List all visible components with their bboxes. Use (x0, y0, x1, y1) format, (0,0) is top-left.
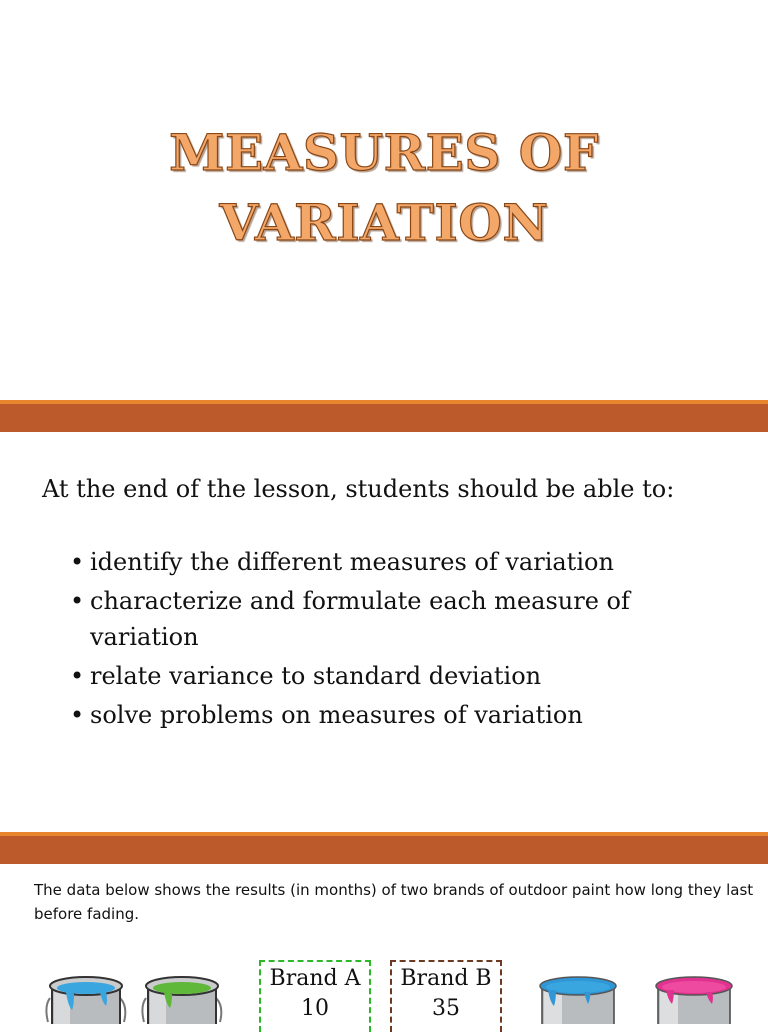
objectives-slide (0, 432, 768, 832)
brand-a-label: Brand A (269, 966, 361, 991)
objectives-intro: At the end of the lesson, students should be able to: (42, 475, 675, 503)
brand-a-column (259, 960, 371, 1032)
slide-divider (0, 832, 768, 864)
objective-item: • relate variance to standard deviation (70, 658, 670, 694)
brand-a-value: 10 (301, 996, 329, 1021)
brand-b-value: 35 (432, 996, 460, 1021)
paint-bucket-green-icon (140, 976, 224, 1024)
data-slide (0, 864, 768, 1024)
brand-b-label: Brand B (400, 966, 492, 991)
objective-item: • identify the different measures of variation (70, 544, 670, 580)
slide-divider (0, 400, 768, 432)
data-description: The data below shows the results (in months) of two brands of outdoor paint how long they last before fading. (34, 881, 754, 923)
objectives-list (70, 544, 670, 736)
paint-bucket-blue-icon (44, 976, 128, 1024)
paint-bucket-blue-icon (534, 976, 622, 1024)
objective-item: • solve problems on measures of variation (70, 697, 670, 733)
brand-b-column (390, 960, 502, 1032)
title-line-2: VARIATION (219, 193, 549, 252)
title-line-1: MEASURES OF (169, 123, 599, 182)
slide-title (0, 118, 768, 258)
objective-item: • characterize and formulate each measure of variation (70, 583, 670, 655)
title-slide (0, 0, 768, 400)
paint-bucket-pink-icon (650, 976, 738, 1024)
